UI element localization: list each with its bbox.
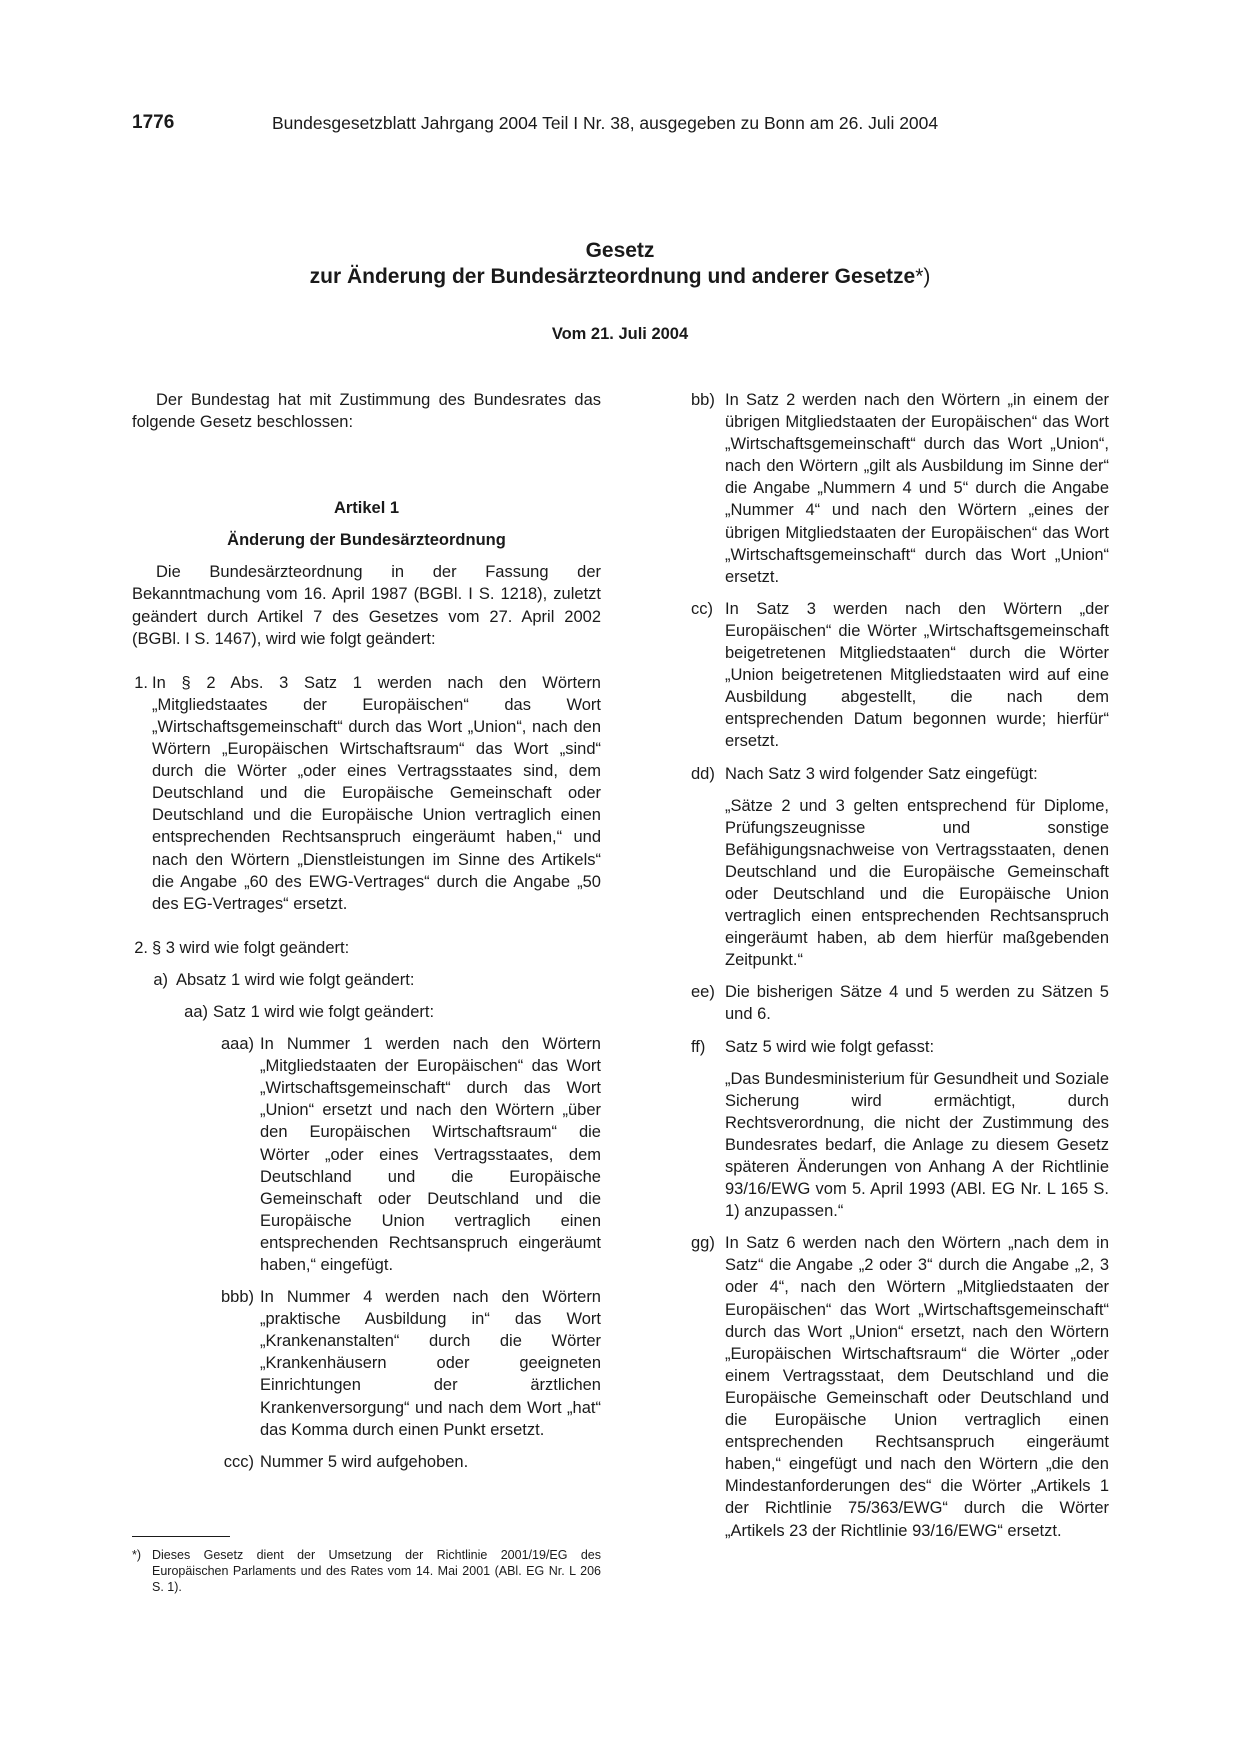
list-item-bb-label: bb) bbox=[691, 391, 715, 409]
list-item-ff-text: Satz 5 wird wie folgt gefasst: bbox=[725, 1037, 935, 1056]
footnote-marker: *) bbox=[132, 1548, 142, 1562]
list-item-ee-text: Die bisherigen Sätze 4 und 5 werden zu Sätzen 5 und 6. bbox=[725, 983, 1109, 1024]
list-item-dd-text: Nach Satz 3 wird folgender Satz eingefügt: bbox=[725, 764, 1038, 783]
running-head: Bundesgesetzblatt Jahrgang 2004 Teil I Nr. 38, ausgegeben zu Bonn am 26. Juli 2004 bbox=[272, 113, 939, 133]
preamble: Der Bundestag hat mit Zustimmung des Bundesrates das folgende Gesetz beschlossen: bbox=[132, 391, 601, 432]
list-item-ff-quote: „Das Bundesministerium für Gesundheit und Soziale Sicherung wird ermächtigt, durch Rechtsverordnung, die nicht der Zustimmung des Bundesrates bedarf, die Anlage zu diesem Gesetz späteren Änderungen von Anhang A der Richtlinie 93/16/EWG vom 5. April 1993 (ABl. EG Nr. L 165 S. 1) anzupassen.“ bbox=[725, 1069, 1109, 1221]
list-item-1-text: In § 2 Abs. 3 Satz 1 werden nach den Wörtern „Mitgliedstaates der Europäischen“ das Wort „Wirtschaftsgemeinschaft“ durch das Wort „Union“, nach den Wörtern „Europäischen Wirtschaftsraum“ das Wort „sind“ durch die Wörter „oder eines Vertragsstaates sind, dem Deutschland und die Europäische Gemeinschaft oder Deutschland und die Europäische Union vertraglich einen entsprechenden Rechtsanspruch eingeräumt haben,“ und nach den Wörtern „Dienstleistungen im Sinne des Artikels“ die Angabe „60 des EWG-Vertrages“ durch die Angabe „50 des EG-Vertrages“ ersetzt. bbox=[152, 673, 601, 913]
list-item-2a-text: Absatz 1 wird wie folgt geändert: bbox=[176, 970, 415, 989]
list-item-2aa-label: aa) bbox=[184, 1002, 208, 1021]
list-item-2a bbox=[132, 969, 601, 991]
list-item-bbb bbox=[132, 1286, 601, 1441]
list-item-gg-label: gg) bbox=[691, 1234, 715, 1253]
list-item-ccc-text: Nummer 5 wird aufgehoben. bbox=[260, 1452, 469, 1471]
list-item-1 bbox=[132, 672, 601, 915]
title-line-2-text: zur Änderung der Bundesärzteordnung und anderer Gesetze bbox=[309, 265, 916, 288]
list-item-ff bbox=[691, 1036, 1109, 1223]
list-item-2a-label: a) bbox=[153, 970, 168, 989]
list-item-gg-text: In Satz 6 werden nach den Wörtern „nach dem in Satz“ die Angabe „2 oder 3“ durch die Angabe „2, 3 oder 4“, nach den Wörtern „Mitgliedstaaten der Europäischen“ das Wort „Wirtschaftsgemeinschaft“ durch das Wort „Union“ ersetzt, nach den Wörtern „Europäischen Wirtschaftsraum“ die Wörter „oder einem Vertragsstaat, dem Deutschland und die Europäische Gemeinschaft oder Deutschland und die Europäische Union vertraglich einen entsprechenden Rechtsanspruch eingeräumt haben,“ eingefügt und nach den Wörtern „die den Mindestanforderungen des“ die Wörter „Artikels 1 der Richtlinie 75/363/EWG“ durch die Wörter „Artikels 23 der Richtlinie 93/16/EWG“ ersetzt. bbox=[725, 1234, 1109, 1540]
article-heading: Artikel 1 bbox=[333, 499, 400, 518]
list-item-ee bbox=[691, 981, 1109, 1025]
page-number: 1776 bbox=[132, 112, 175, 133]
list-item-bbb-text: In Nummer 4 werden nach den Wörtern „praktische Ausbildung in“ das Wort „Krankenanstalten“ durch die Wörter „Krankenhäusern oder geeigneten Einrichtungen der ärztlichen Krankenversorgung“ und nach dem Wort „hat“ das Komma durch einen Punkt ersetzt. bbox=[260, 1288, 601, 1439]
title-footnote-marker: *) bbox=[915, 265, 931, 288]
list-item-2-label: 2. bbox=[134, 938, 148, 957]
footnote-text: Dieses Gesetz dient der Umsetzung der Richtlinie 2001/19/EG des Europäischen Parlaments und des Rates vom 14. Mai 2001 (ABl. EG Nr. L 206 S. 1). bbox=[152, 1548, 601, 1594]
list-item-cc-text: In Satz 3 werden nach den Wörtern „der Europäischen“ die Wörter „Wirtschaftsgemeinschaft beigetretenen Mitgliedstaaten“ durch die Wörter „Union beigetretenen Mitgliedstaaten wird auf eine Ausbildung abgestellt, die nach dem entsprechenden Datum begonnen wurde; hierfür“ ersetzt. bbox=[725, 599, 1109, 751]
list-item-2-text: § 3 wird wie folgt geändert: bbox=[152, 938, 350, 957]
list-item-cc bbox=[691, 598, 1109, 753]
law-title bbox=[132, 238, 1108, 290]
list-item-bbb-label: bbb) bbox=[220, 1288, 254, 1307]
list-item-1-label: 1. bbox=[134, 673, 148, 692]
list-item-2 bbox=[132, 937, 601, 959]
law-date: Vom 21. Juli 2004 bbox=[551, 325, 689, 343]
list-item-gg bbox=[691, 1232, 1109, 1541]
article-intro: Die Bundesärzteordnung in der Fassung der Bekanntmachung vom 16. April 1987 (BGBl. I S. 1218), zuletzt geändert durch Artikel 7 des Gesetzes vom 27. April 2002 (BGBl. I S. 1467), wird wie folgt geändert: bbox=[132, 563, 601, 648]
list-item-ee-label: ee) bbox=[691, 983, 715, 1002]
list-item-aaa-label: aaa) bbox=[220, 1035, 254, 1054]
list-item-aaa bbox=[132, 1033, 601, 1276]
list-item-dd bbox=[691, 763, 1109, 972]
list-item-2aa bbox=[132, 1001, 601, 1023]
list-item-dd-quote: „Sätze 2 und 3 gelten entsprechend für Diplome, Prüfungszeugnisse und sonstige Befähigungsnachweise von Vertragsstaaten, denen Deutschland und die Europäische Gemeinschaft oder Deutschland und die Europäische Union vertraglich einen entsprechenden Rechtsanspruch eingeräumt haben, ab dem hierfür maßgebenden Zeitpunkt.“ bbox=[725, 796, 1109, 970]
list-item-bb bbox=[691, 389, 1109, 588]
list-item-2aa-text: Satz 1 wird wie folgt geändert: bbox=[213, 1002, 435, 1021]
title-line-2 bbox=[132, 264, 1108, 290]
left-column bbox=[132, 389, 601, 1473]
list-item-aaa-text: In Nummer 1 werden nach den Wörtern „Mitgliedstaaten der Europäischen“ das Wort „Wirtschaftsgemeinschaft“ durch das Wort „Union“ ersetzt und nach den Wörtern „über den Europäischen Wirtschaftsraum“ die Wörter „oder eines Vertragsstaates, dem Deutschland und die Europäische Gemeinschaft oder Deutschland und die Europäische Union vertraglich einen entsprechenden Rechtsanspruch eingeräumt haben,“ eingefügt. bbox=[260, 1035, 601, 1274]
list-item-cc-label: cc) bbox=[691, 599, 713, 618]
list-item-ccc bbox=[132, 1451, 601, 1473]
list-item-bb-text: In Satz 2 werden nach den Wörtern „in einem der übrigen Mitgliedstaaten der Europäischen“ das Wort „Wirtschaftsgemeinschaft“ durch das Wort „Union“, nach den Wörtern „gilt als Ausbildung im Sinne der“ die Angabe „Nummern 4 und 5“ durch die Angabe „Nummer 4“ und nach den Wörtern „eines der übrigen Mitgliedstaaten der Europäischen“ das Wort „Wirtschaftsgemeinschaft“ durch das Wort „Union“ ersetzt. bbox=[725, 391, 1109, 586]
list-item-ccc-label: ccc) bbox=[223, 1452, 254, 1471]
title-line-1: Gesetz bbox=[585, 239, 655, 262]
list-item-dd-label: dd) bbox=[691, 764, 715, 783]
article-title: Änderung der Bundesärzteordnung bbox=[227, 531, 506, 550]
list-item-ff-label: ff) bbox=[691, 1037, 706, 1056]
footnote-divider bbox=[132, 1536, 230, 1537]
right-column bbox=[691, 389, 1109, 1542]
footnote bbox=[132, 1547, 601, 1595]
